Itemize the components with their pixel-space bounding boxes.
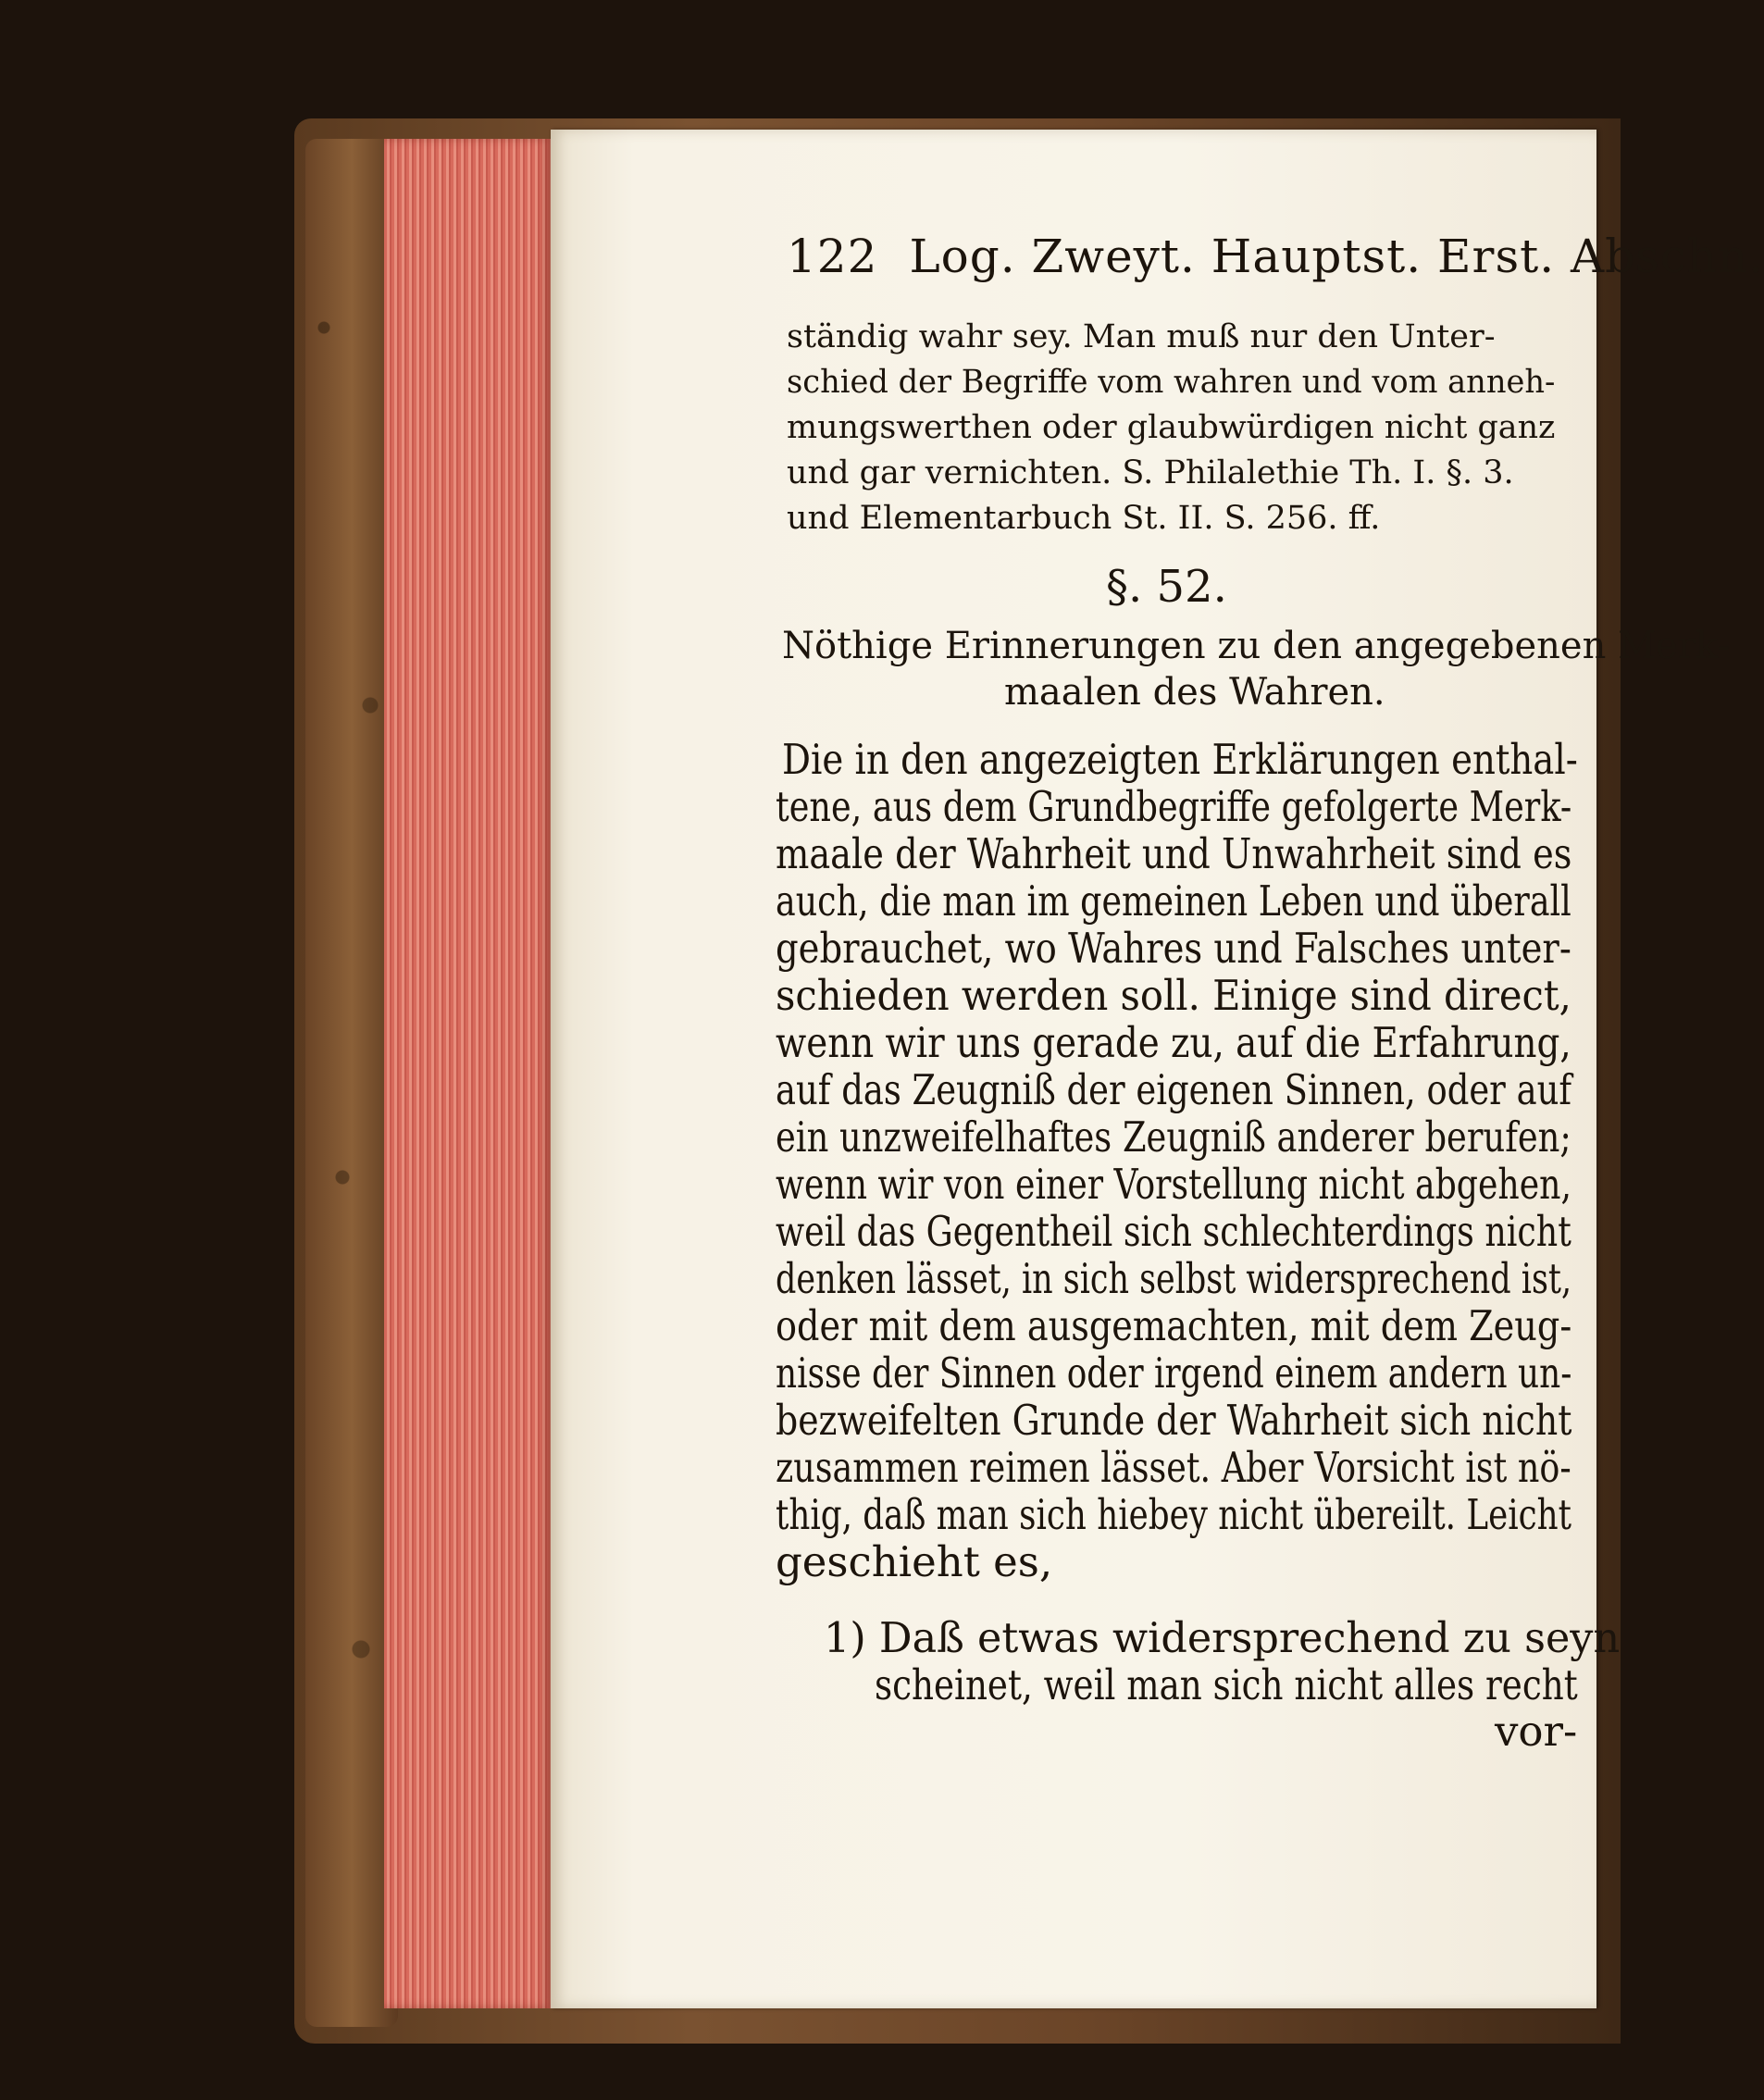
page-edges	[384, 139, 551, 2008]
body-line: maale der Wahrheit und Unwahrheit sind es	[776, 829, 1572, 878]
catchword: vor-	[1495, 1707, 1578, 1756]
footnote-line: ständig wahr sey. Man muß nur den Unter-	[787, 318, 1496, 355]
footnote-line: mungswerthen oder glaubwürdigen nicht ganz	[787, 409, 1556, 446]
body-line: auf das Zeugniß der eigenen Sinnen, oder auf	[776, 1065, 1572, 1114]
running-header	[787, 230, 1764, 283]
list-item-line: scheinet, weil man sich nicht alles recht	[875, 1660, 1578, 1709]
body-line: Die in den angezeigten Erklärungen enthal-	[782, 735, 1578, 784]
footnote-line: und Elementarbuch St. II. S. 256. ff.	[787, 500, 1381, 537]
body-line: wenn wir von einer Vorstellung nicht abgehen,	[776, 1160, 1571, 1209]
footnote-line: schied der Begriffe vom wahren und vom anneh-	[787, 364, 1556, 401]
list-item-line: 1) Daß etwas widersprechend zu seyn	[824, 1613, 1621, 1662]
body-line: ein unzweifelhaftes Zeugniß anderer berufen;	[776, 1112, 1571, 1162]
body-line: thig, daß man sich hiebey nicht übereilt. Leicht	[776, 1490, 1571, 1539]
section-number: §. 52.	[1106, 561, 1227, 613]
body-line: bezweifelten Grunde der Wahrheit sich nicht	[776, 1396, 1572, 1445]
section-heading-line: Nöthige Erinnerungen zu den angegebenen Merk-	[782, 625, 1730, 667]
body-line: oder mit dem ausgemachten, mit dem Zeug-	[776, 1301, 1572, 1350]
body-line: wenn wir uns gerade zu, auf die Erfahrung,	[776, 1018, 1571, 1067]
body-line: zusammen reimen lässet. Aber Vorsicht ist nö-	[776, 1443, 1571, 1492]
section-heading-line: maalen des Wahren.	[1004, 671, 1385, 714]
body-line: geschieht es,	[776, 1537, 1053, 1586]
body-line: schieden werden soll. Einige sind direct,	[776, 971, 1571, 1020]
body-line: nisse der Sinnen oder irgend einem andern un-	[776, 1348, 1572, 1398]
body-line: gebrauchet, wo Wahres und Falsches unter-	[776, 924, 1571, 973]
page-number: 122	[787, 230, 878, 283]
body-line: weil das Gegentheil sich schlechterdings nicht	[776, 1207, 1571, 1256]
body-line: denken lässet, in sich selbst widersprechend ist,	[776, 1254, 1572, 1303]
running-title: Log. Zweyt. Hauptst. Erst. Abschn.	[909, 230, 1764, 283]
body-line: auch, die man im gemeinen Leben und überall	[776, 876, 1571, 926]
footnote-line: und gar vernichten. S. Philalethie Th. I. §. 3.	[787, 454, 1514, 491]
body-line: tene, aus dem Grundbegriffe gefolgerte Merk-	[776, 782, 1572, 831]
